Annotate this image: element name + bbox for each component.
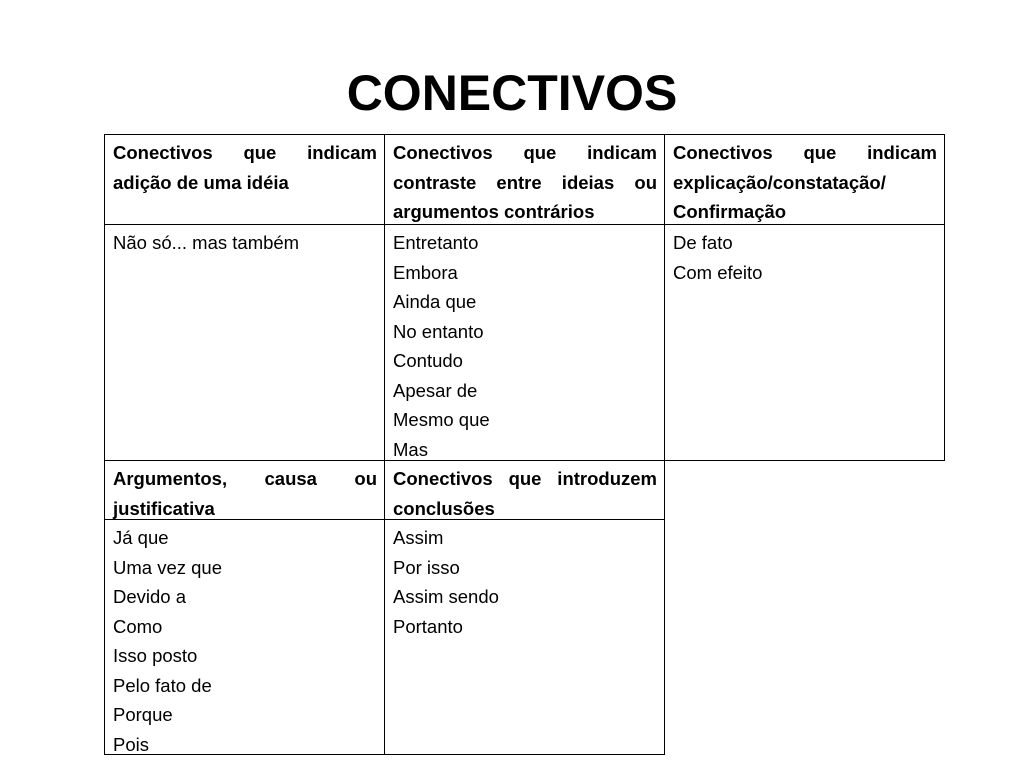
list-item: Por isso — [393, 556, 460, 578]
list-item: Embora — [393, 261, 458, 283]
list-item: Portanto — [393, 615, 463, 637]
cell-conclusions — [384, 519, 665, 755]
list-item: Porque — [113, 704, 173, 725]
cell-arguments — [104, 519, 385, 755]
list-item: Assim — [393, 527, 444, 548]
list-item: No entanto — [393, 320, 484, 342]
list-item: Entretanto — [393, 232, 479, 253]
list-item: Uma vez que — [113, 556, 222, 578]
header-contrast: Conectivos que indicam contraste entre ideias ou argumentos contrários — [384, 134, 665, 225]
list-item: Mas — [393, 438, 428, 460]
header-addition: Conectivos que indicam adição de uma idéia — [104, 134, 385, 225]
list-item: Com efeito — [673, 261, 763, 283]
list-item: Devido a — [113, 586, 187, 607]
header-explanation: Conectivos que indicam explicação/constatação/ Confirmação — [664, 134, 945, 225]
list-item: De fato — [673, 232, 733, 253]
list-item: Assim sendo — [393, 586, 499, 607]
list-item: Já que — [113, 527, 169, 548]
list-item: Como — [113, 615, 163, 637]
header-conclusions: Conectivos que introduzem conclusões — [384, 460, 665, 520]
list-item: Mesmo que — [393, 409, 490, 430]
slide-title: CONECTIVOS — [346, 65, 678, 121]
list-item: Não só... mas também — [113, 232, 300, 253]
list-item: Apesar de — [393, 379, 478, 401]
list-item: Isso posto — [113, 645, 198, 666]
cell-addition — [104, 224, 385, 461]
list-item: Contudo — [393, 350, 463, 371]
list-item: Pelo fato de — [113, 674, 212, 696]
cell-explanation — [664, 224, 945, 461]
cell-contrast — [384, 224, 665, 461]
list-item: Ainda que — [393, 291, 477, 312]
header-arguments: Argumentos, causa ou justificativa — [104, 460, 385, 520]
list-item: Pois — [113, 733, 149, 755]
